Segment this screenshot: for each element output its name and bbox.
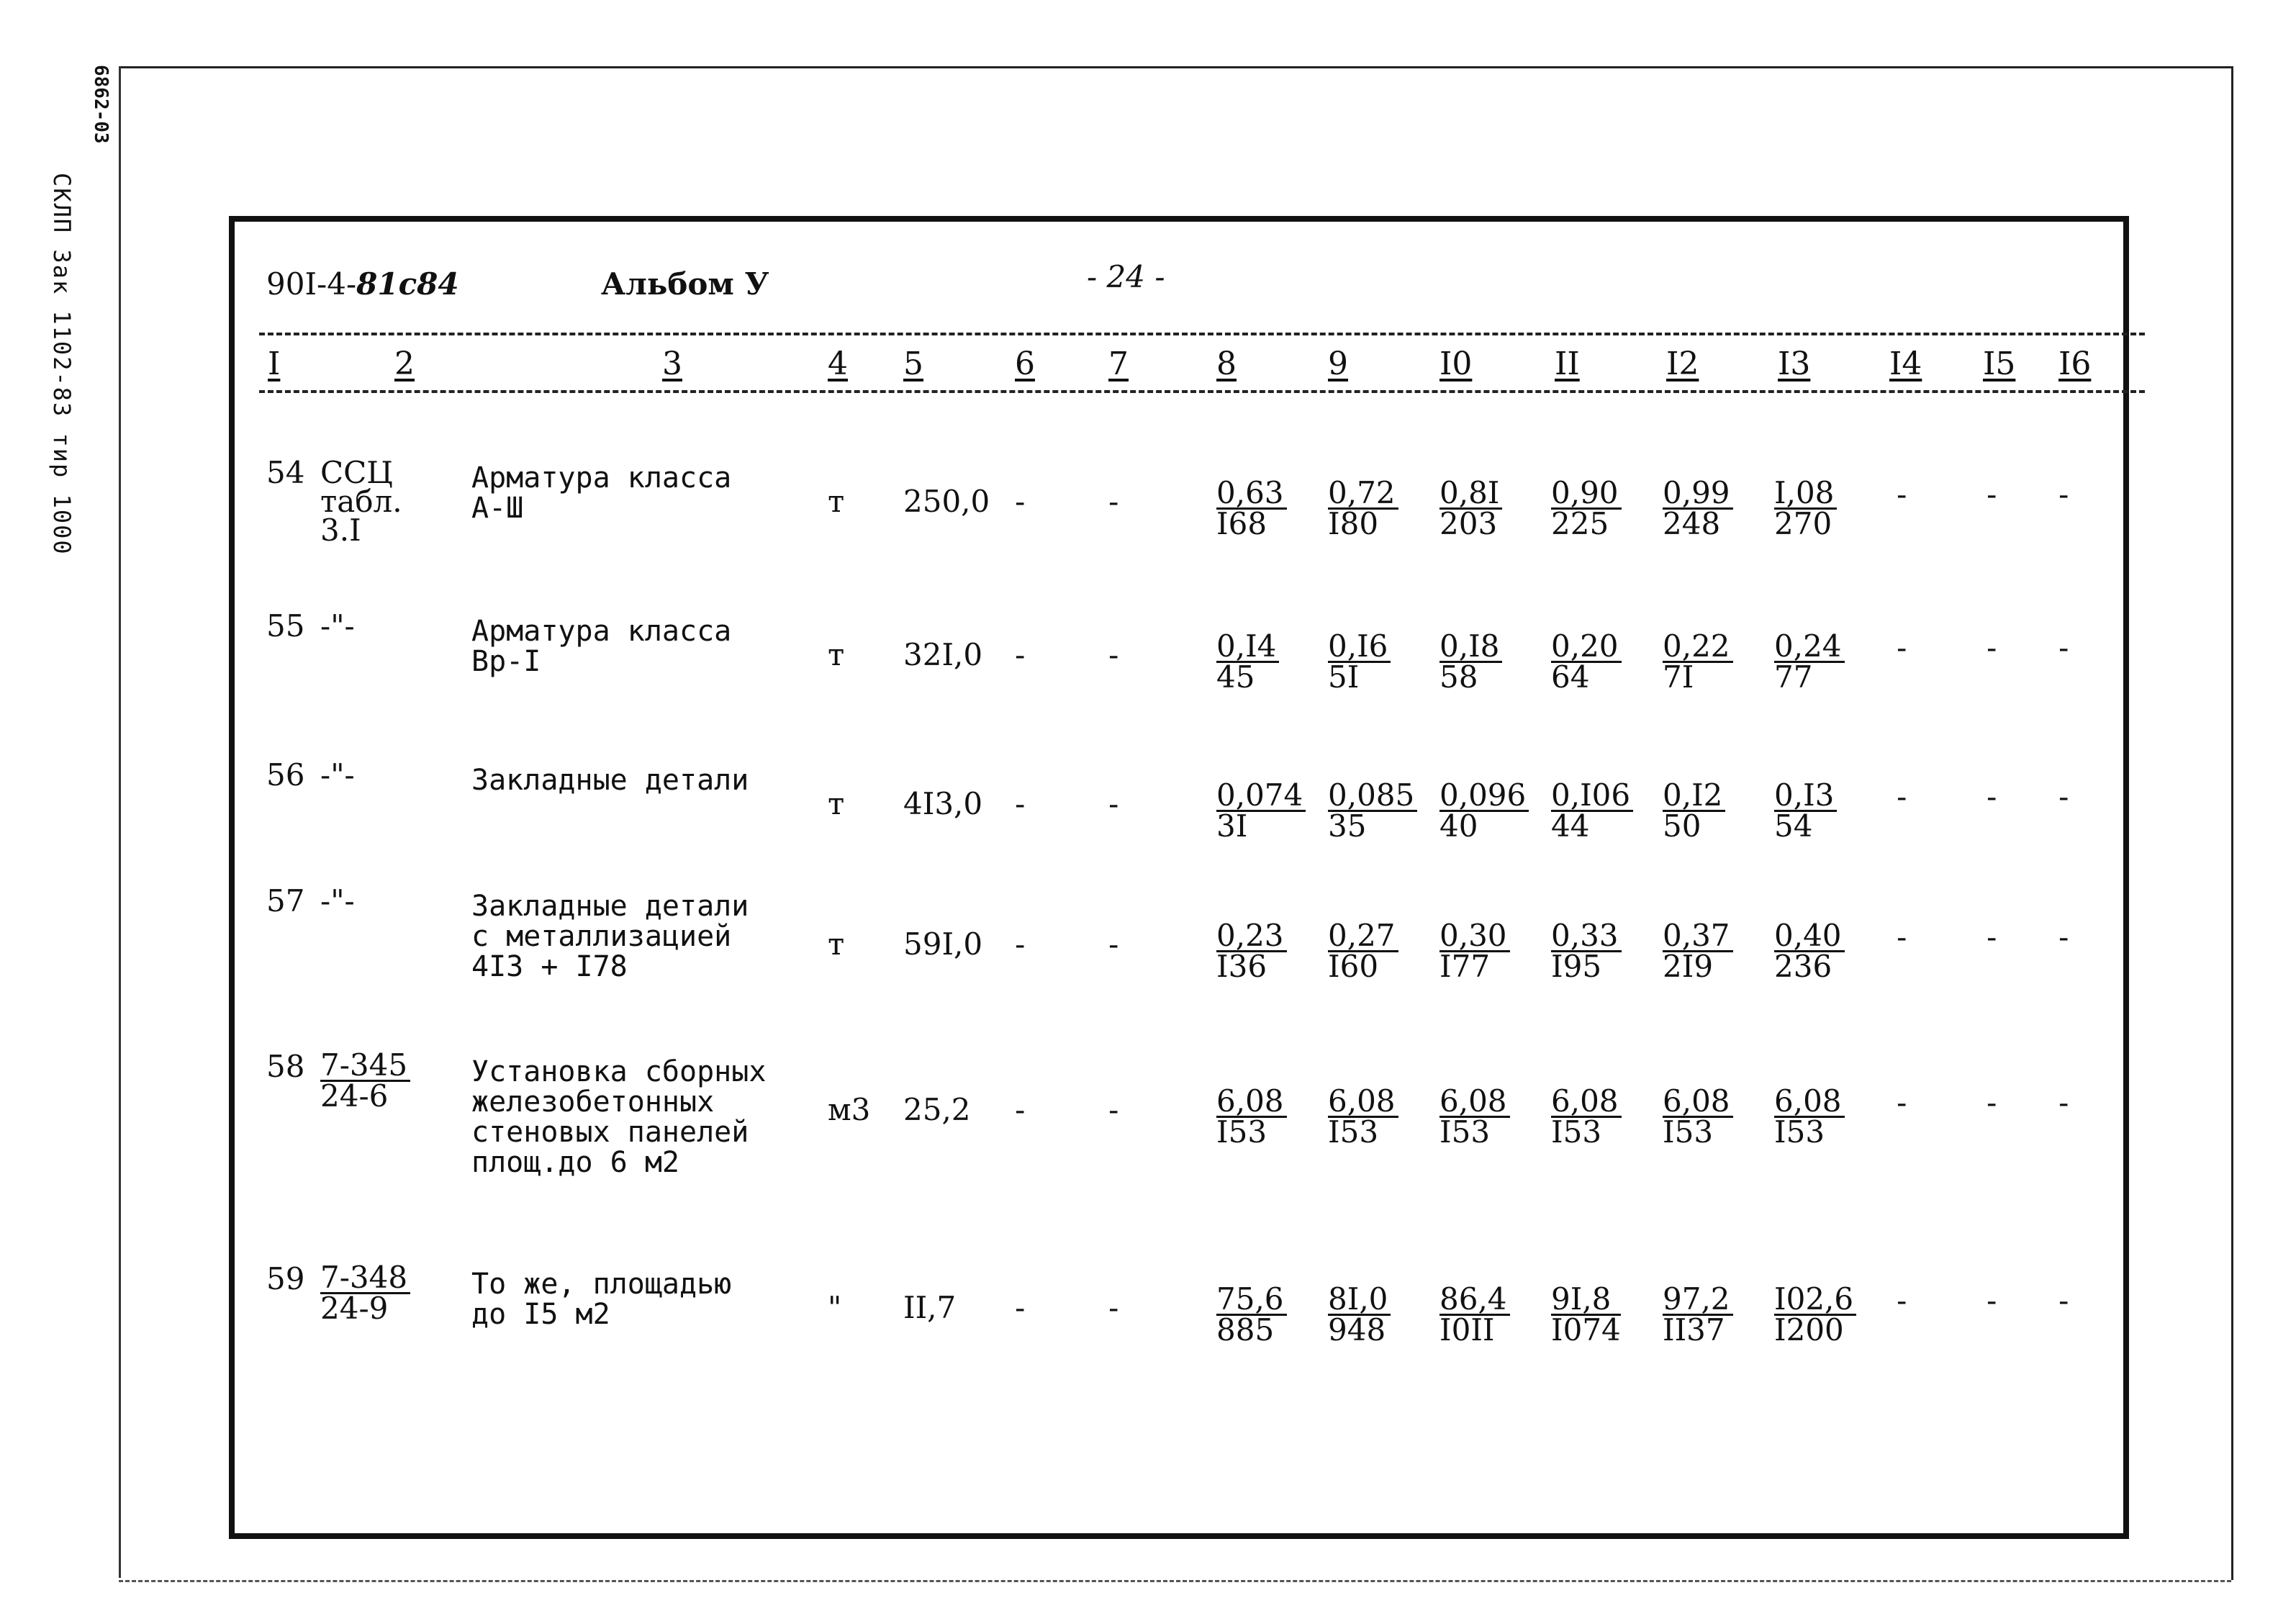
column-15-value: - — [1987, 632, 1997, 665]
column-14-value: - — [1897, 632, 1907, 665]
column-14-value: - — [1897, 1285, 1907, 1318]
fraction-denominator: 77 — [1774, 659, 1813, 695]
price-reference — [320, 1047, 410, 1114]
price-reference: -"- — [320, 757, 355, 793]
row-number: 56 — [266, 757, 305, 793]
fraction-denominator: I53 — [1328, 1114, 1379, 1150]
column-header: I6 — [2058, 346, 2092, 382]
row-number: 55 — [266, 608, 305, 644]
fraction-numerator: 0,22 — [1663, 632, 1733, 663]
fraction-denominator: 35 — [1328, 808, 1367, 844]
row-number: 57 — [266, 883, 305, 918]
column-6-value: - — [1015, 788, 1026, 821]
value-fraction — [1551, 475, 1622, 541]
fraction-denominator: I77 — [1439, 949, 1491, 984]
value-fraction — [1663, 1083, 1733, 1150]
fraction-denominator: I53 — [1551, 1114, 1602, 1150]
fraction-numerator: 0,I06 — [1551, 781, 1633, 812]
fraction-numerator: 0,096 — [1439, 781, 1529, 812]
work-description: А-Ш — [471, 492, 524, 525]
value-fraction — [1439, 777, 1529, 844]
value-fraction — [1774, 475, 1837, 541]
column-15-value: - — [1987, 781, 1997, 814]
value-fraction — [1328, 918, 1398, 984]
column-header: 8 — [1216, 346, 1237, 382]
column-header: 5 — [903, 346, 923, 382]
fraction-numerator: 6,08 — [1774, 1087, 1845, 1118]
work-description: Закладные детали — [471, 890, 749, 923]
value-fraction — [1216, 475, 1287, 541]
reference-item: 24-9 — [320, 1291, 389, 1326]
column-header: I — [268, 346, 281, 382]
work-description: с металлизацией — [471, 920, 732, 953]
unit: " — [828, 1290, 842, 1325]
fraction-numerator: 0,085 — [1328, 781, 1417, 812]
row-number: 59 — [266, 1261, 305, 1296]
reference-code: 7-348 — [320, 1263, 410, 1294]
column-14-value: - — [1897, 781, 1907, 814]
column-7-value: - — [1108, 1292, 1119, 1325]
value-fraction — [1663, 475, 1733, 541]
value-fraction — [1439, 628, 1502, 695]
column-6-value: - — [1015, 929, 1026, 962]
fraction-denominator: I60 — [1328, 949, 1379, 984]
column-header: 6 — [1015, 346, 1035, 382]
fraction-numerator: 0,37 — [1663, 921, 1733, 952]
unit: м3 — [828, 1092, 871, 1127]
fraction-numerator: 75,6 — [1216, 1285, 1287, 1316]
value-fraction — [1551, 918, 1622, 984]
fraction-numerator: 6,08 — [1663, 1087, 1733, 1118]
fraction-denominator: 225 — [1551, 506, 1609, 541]
price-reference: -"- — [320, 608, 355, 644]
fraction-numerator: 0,8I — [1439, 479, 1502, 510]
unit-price: 250,0 — [903, 484, 990, 519]
value-fraction — [1551, 777, 1633, 844]
fraction-numerator: 0,20 — [1551, 632, 1622, 663]
column-15-value: - — [1987, 479, 1997, 512]
value-fraction — [1439, 475, 1502, 541]
value-fraction — [1216, 777, 1306, 844]
column-16-value: - — [2058, 921, 2069, 954]
value-fraction — [1328, 628, 1391, 695]
fraction-denominator: I53 — [1439, 1114, 1491, 1150]
document-code — [266, 266, 459, 302]
work-description: То же, площадью — [471, 1268, 732, 1301]
fraction-numerator: 0,90 — [1551, 479, 1622, 510]
print-stamp-text: СКЛП Зак 1102-83 тир 1000 — [48, 173, 76, 556]
value-fraction — [1774, 918, 1845, 984]
work-description: Закладные детали — [471, 764, 749, 797]
reference-item: 24-6 — [320, 1078, 389, 1114]
fraction-numerator: 0,33 — [1551, 921, 1622, 952]
column-header: I2 — [1666, 346, 1699, 382]
fraction-denominator: 58 — [1439, 659, 1478, 695]
fraction-denominator: I80 — [1328, 506, 1379, 541]
reference-code: 7-345 — [320, 1051, 410, 1082]
fraction-denominator: I95 — [1551, 949, 1602, 984]
page-number: - 24 - — [1087, 259, 1165, 294]
value-fraction — [1328, 1083, 1398, 1150]
value-fraction — [1551, 1083, 1622, 1150]
price-reference: 3.I — [320, 513, 361, 548]
header-dashed-line-top — [259, 333, 2145, 335]
work-description: 4I3 + I78 — [471, 950, 628, 983]
fraction-numerator: 0,27 — [1328, 921, 1398, 952]
column-16-value: - — [2058, 479, 2069, 512]
fraction-numerator: 6,08 — [1439, 1087, 1510, 1118]
value-fraction — [1663, 777, 1725, 844]
fraction-denominator: I200 — [1774, 1312, 1844, 1348]
outer-frame-bottom — [119, 1580, 2231, 1582]
fraction-numerator: 0,24 — [1774, 632, 1845, 663]
fraction-numerator: 0,I6 — [1328, 632, 1391, 663]
column-16-value: - — [2058, 1087, 2069, 1120]
value-fraction — [1216, 1281, 1287, 1348]
column-14-value: - — [1897, 921, 1907, 954]
work-description: до I5 м2 — [471, 1298, 610, 1331]
fraction-denominator: II37 — [1663, 1312, 1725, 1348]
column-14-value: - — [1897, 1087, 1907, 1120]
value-fraction — [1216, 918, 1287, 984]
unit: т — [828, 926, 845, 962]
column-6-value: - — [1015, 1094, 1026, 1127]
unit-price: 25,2 — [903, 1092, 971, 1127]
value-fraction — [1216, 628, 1279, 695]
column-header: I4 — [1889, 346, 1922, 382]
column-7-value: - — [1108, 929, 1119, 962]
unit: т — [828, 786, 845, 821]
fraction-numerator: 86,4 — [1439, 1285, 1510, 1316]
column-header: I0 — [1439, 346, 1473, 382]
value-fraction — [1774, 777, 1837, 844]
unit-price: 59I,0 — [903, 926, 983, 962]
value-fraction — [1551, 1281, 1621, 1348]
column-16-value: - — [2058, 781, 2069, 814]
fraction-denominator: 44 — [1551, 808, 1590, 844]
album-label: Альбом У — [601, 266, 769, 302]
work-description: стеновых панелей — [471, 1116, 749, 1149]
fraction-denominator: 2I9 — [1663, 949, 1714, 984]
fraction-denominator: 248 — [1663, 506, 1721, 541]
value-fraction — [1439, 918, 1510, 984]
unit-price: 4I3,0 — [903, 786, 983, 821]
fraction-numerator: 8I,0 — [1328, 1285, 1391, 1316]
fraction-numerator: 0,I3 — [1774, 781, 1837, 812]
fraction-denominator: 3I — [1216, 808, 1248, 844]
fraction-numerator: 0,I8 — [1439, 632, 1502, 663]
column-header: 4 — [828, 346, 848, 382]
fraction-denominator: 7I — [1663, 659, 1694, 695]
header-dashed-line-bottom — [259, 390, 2145, 393]
fraction-denominator: I074 — [1551, 1312, 1621, 1348]
fraction-numerator: 0,30 — [1439, 921, 1510, 952]
value-fraction — [1328, 1281, 1391, 1348]
column-7-value: - — [1108, 788, 1119, 821]
column-14-value: - — [1897, 479, 1907, 512]
fraction-numerator: 0,40 — [1774, 921, 1845, 952]
column-7-value: - — [1108, 486, 1119, 519]
column-16-value: - — [2058, 1285, 2069, 1318]
fraction-denominator: 885 — [1216, 1312, 1275, 1348]
fraction-numerator: 97,2 — [1663, 1285, 1733, 1316]
work-description: Арматура класса — [471, 615, 732, 648]
unit-price: 32I,0 — [903, 637, 983, 672]
value-fraction — [1328, 475, 1398, 541]
unit-price: II,7 — [903, 1290, 957, 1325]
work-description: площ.до 6 м2 — [471, 1146, 679, 1179]
column-6-value: - — [1015, 639, 1026, 672]
fraction-denominator: I0II — [1439, 1312, 1495, 1348]
column-15-value: - — [1987, 1285, 1997, 1318]
column-header: II — [1555, 346, 1580, 382]
value-fraction — [1774, 1281, 1856, 1348]
fraction-numerator: 0,I2 — [1663, 781, 1725, 812]
value-fraction — [1439, 1281, 1510, 1348]
fraction-numerator: I,08 — [1774, 479, 1837, 510]
work-description: Установка сборных — [471, 1055, 767, 1088]
fraction-denominator: 54 — [1774, 808, 1813, 844]
fraction-numerator: 0,23 — [1216, 921, 1287, 952]
column-header: I3 — [1778, 346, 1811, 382]
fraction-denominator: 45 — [1216, 659, 1255, 695]
fraction-denominator: I53 — [1216, 1114, 1267, 1150]
value-fraction — [1663, 918, 1733, 984]
column-15-value: - — [1987, 1087, 1997, 1120]
value-fraction — [1439, 1083, 1510, 1150]
fraction-denominator: I53 — [1663, 1114, 1714, 1150]
value-fraction — [1216, 1083, 1287, 1150]
margin-stamp — [18, 173, 83, 576]
fraction-numerator: 9I,8 — [1551, 1285, 1621, 1316]
fraction-denominator: 203 — [1439, 506, 1498, 541]
fraction-numerator: 6,08 — [1216, 1087, 1287, 1118]
column-16-value: - — [2058, 632, 2069, 665]
price-reference — [320, 1260, 410, 1326]
fraction-numerator: 0,72 — [1328, 479, 1398, 510]
unit: т — [828, 484, 845, 519]
column-6-value: - — [1015, 1292, 1026, 1325]
fraction-denominator: I68 — [1216, 506, 1267, 541]
fraction-numerator: I02,6 — [1774, 1285, 1856, 1316]
fraction-denominator: I53 — [1774, 1114, 1825, 1150]
price-reference: ССЦ — [320, 455, 393, 490]
column-header: 9 — [1328, 346, 1348, 382]
value-fraction — [1328, 777, 1417, 844]
fraction-numerator: 0,074 — [1216, 781, 1306, 812]
value-fraction — [1774, 628, 1845, 695]
row-number: 58 — [266, 1049, 305, 1084]
fraction-denominator: 236 — [1774, 949, 1832, 984]
fraction-denominator: I36 — [1216, 949, 1267, 984]
archive-code: 6862-03 — [90, 65, 112, 144]
fraction-denominator: 40 — [1439, 808, 1478, 844]
row-number: 54 — [266, 455, 305, 490]
column-header: 3 — [662, 346, 682, 382]
fraction-numerator: 6,08 — [1328, 1087, 1398, 1118]
price-reference: табл. — [320, 484, 402, 519]
fraction-denominator: 50 — [1663, 808, 1701, 844]
fraction-numerator: 0,63 — [1216, 479, 1287, 510]
column-header: I5 — [1983, 346, 2016, 382]
work-description: железобетонных — [471, 1085, 715, 1119]
work-description: Вр-I — [471, 645, 541, 678]
column-15-value: - — [1987, 921, 1997, 954]
column-header: 7 — [1108, 346, 1129, 382]
work-description: Арматура класса — [471, 461, 732, 495]
fraction-numerator: 6,08 — [1551, 1087, 1622, 1118]
outer-frame-left — [119, 66, 121, 1578]
fraction-denominator: 948 — [1328, 1312, 1386, 1348]
value-fraction — [1774, 1083, 1845, 1150]
price-reference: -"- — [320, 883, 355, 918]
value-fraction — [1663, 628, 1733, 695]
fraction-denominator: 64 — [1551, 659, 1590, 695]
column-6-value: - — [1015, 486, 1026, 519]
fraction-numerator: 0,I4 — [1216, 632, 1279, 663]
column-header: 2 — [394, 346, 415, 382]
value-fraction — [1663, 1281, 1733, 1348]
unit: т — [828, 637, 845, 672]
fraction-numerator: 0,99 — [1663, 479, 1733, 510]
column-7-value: - — [1108, 639, 1119, 672]
document-code-printed: 90I-4- — [266, 266, 357, 302]
column-7-value: - — [1108, 1094, 1119, 1127]
fraction-denominator: 270 — [1774, 506, 1832, 541]
document-code-handwritten: 81c84 — [356, 266, 459, 302]
value-fraction — [1551, 628, 1622, 695]
fraction-denominator: 5I — [1328, 659, 1360, 695]
